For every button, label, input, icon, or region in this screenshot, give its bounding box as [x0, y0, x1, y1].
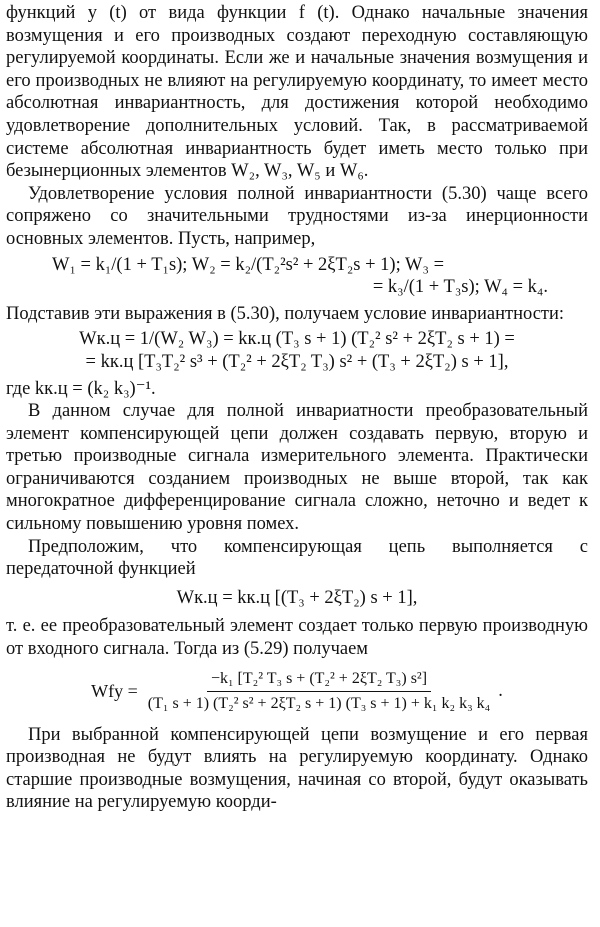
- equation-line-1: W₁ = k₁/(1 + T₁s); W₂ = k₂/(T₂²s² + 2ξT₂s + 1); W₃ =: [52, 254, 444, 275]
- equation-line-2: = kк.ц [T₃T₂² s³ + (T₂² + 2ξT₂ T₃) s² + (T₃ + 2ξT₂) s + 1],: [85, 351, 509, 372]
- equation-line-1: Wк.ц = 1/(W₂ W₃) = kк.ц (T₃ s + 1) (T₂² s² + 2ξT₂ s + 1) =: [79, 329, 515, 350]
- paragraph-4: где kк.ц = (k₂ k₃)⁻¹.: [6, 378, 156, 399]
- fraction-denominator: (T₁ s + 1) (T₂² s² + 2ξT₂ s + 1) (T₃ s + 1) + k₁ k₂ k₃ k₄: [147, 694, 491, 712]
- equation-line-2: = k₃/(1 + T₃s); W₄ = k₄.: [372, 277, 548, 298]
- paragraph-2: Удовлетворение условия полной инвариантности (5.30) чаще всего сопряжено со значительными трудностями из-за инерционности основных элементов. Пусть, например,: [6, 183, 588, 249]
- paragraph-7: т. е. ее преобразовательный элемент создает только первую производную от входного сигнала. Тогда из (5.29) получаем: [6, 616, 588, 660]
- equation-compensating-chain: Wк.ц = kк.ц [(T₃ + 2ξT₂) s + 1],: [176, 587, 418, 608]
- equation-transfer-function-fy: [6, 661, 588, 724]
- paragraph-8: При выбранной компенсирующей цепи возмущение и его первая производная не будут влиять на регулируемую координату. Однако старшие производные возмущения, начиная со второй, будут оказывать влияние на регулируемую коорди-: [6, 724, 588, 813]
- equation-end: .: [498, 680, 503, 701]
- equation-lhs: Wfy =: [91, 680, 138, 701]
- paragraph-1: функций y (t) от вида функции f (t). Однако начальные значения возмущения и его производных создают переходную составляющую регулируемой координаты. Если же и начальные значения возмущения и его производных не влияют на регулируемую координату, то имеет место абсолютная инвариантность, для достижения которой необходимо удовлетворение дополнительных условий. Так, в рассматриваемой системе абсолютная инвариантность будет иметь место только при безынерционных элементов W₂, W₃, W₅ и W₆.: [6, 3, 588, 182]
- paragraph-6: Предположим, что компенсирующая цепь выполняется с передаточной функцией: [6, 536, 588, 580]
- fraction: [144, 669, 494, 714]
- fraction-numerator: −k₁ [T₂² T₃ s + (T₂² + 2ξT₂ T₃) s²]: [207, 669, 431, 692]
- paragraph-3: Подставив эти выражения в (5.30), получаем условие инвариантности:: [6, 303, 565, 324]
- equation-transfer-functions: [6, 251, 588, 303]
- equation-invariance-condition: [6, 325, 588, 377]
- paragraph-5: В данном случае для полной инвариатности преобразовательный элемент компенсирующей цепи должен создавать первую, вторую и третью производные сигнала измерительного элемента. Практически ограничиваются созданием производных не выше второй, так как многократное дифференцирование сигнала сложно, неточно и ведет к сильному повышению уровня помех.: [6, 401, 588, 535]
